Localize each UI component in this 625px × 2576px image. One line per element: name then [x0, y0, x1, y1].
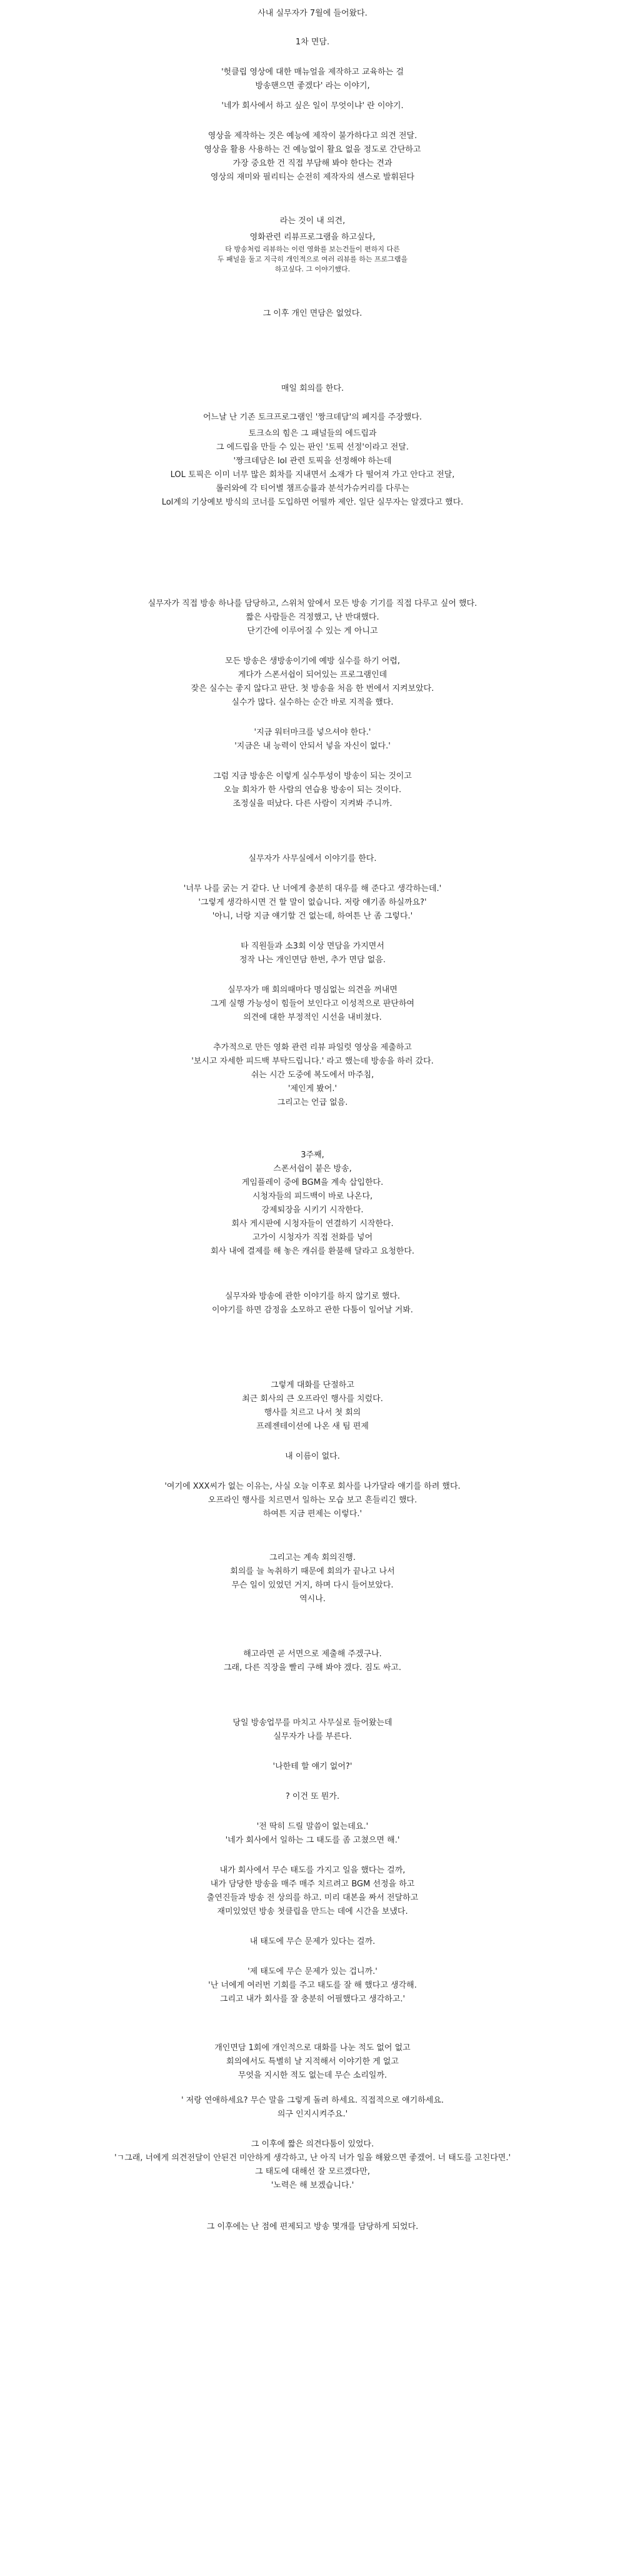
text-line: '지금은 내 능력이 안되서 넣을 자신이 없다.'	[234, 742, 391, 751]
text-line: 라는 것이 내 의견,	[279, 216, 346, 226]
text-line: 오늘 회차가 한 사람의 연습용 방송이 되는 것이다.	[223, 785, 402, 795]
text-line: '노력은 해 보겠습니다.'	[271, 2181, 354, 2190]
text-line: 그 이후 개인 면담은 없었다.	[262, 309, 362, 318]
text-line: '제 태도에 무슨 문제가 있는 겁니까.'	[248, 1967, 378, 1976]
text-line: '아니, 너랑 지금 얘기할 건 없는데, 하여튼 난 좀 그렇다.'	[212, 912, 413, 921]
text-line: 3주째,	[301, 1150, 324, 1160]
text-line: 최근 회사의 큰 오프라인 행사를 치렀다.	[242, 1394, 383, 1404]
text-line: 실무자가 사무실에서 이야기를 한다.	[248, 854, 377, 863]
text-line: 회의를 늘 녹취하기 때문에 회의가 끝나고 나서	[230, 1567, 395, 1576]
text-line: 무슨 일이 있었던 거지, 하며 다시 들어보았다.	[231, 1581, 394, 1590]
text-line: 무엇을 지시한 적도 없는데 무슨 소리일까.	[238, 2071, 388, 2080]
text-line: 의견에 대한 부정적인 시선을 내비쳤다.	[243, 1013, 382, 1022]
text-line: 개인면담 1회에 개인적으로 대화를 나눈 적도 없어 없고	[214, 2043, 411, 2053]
text-line: 회사 게시판에 시청자들이 연결하기 시작한다.	[231, 1219, 394, 1229]
text-line: 영상을 활용 사용하는 건 예능없이 활요 없을 정도로 간단하고	[204, 145, 421, 154]
text-line: 실수가 많다. 실수하는 순간 바로 지적을 했다.	[231, 698, 394, 707]
text-line: '여기에 XXX씨가 없는 이유는, 사실 오늘 이후로 회사를 나가달라 얘기를 하려 했다.	[164, 1482, 461, 1491]
text-line: 재미있었던 방송 첫클립을 만드는 데에 시간을 보냈다.	[217, 1907, 408, 1916]
text-line: 내가 회사에서 무슨 태도를 가지고 일을 했다는 걸까,	[219, 1866, 406, 1875]
text-line: 그렇게 대화를 단절하고	[271, 1381, 354, 1390]
text-line: 프레젠테이션에 나온 새 팀 편제	[256, 1422, 369, 1431]
text-line: 짧은 사람들은 걱정했고, 난 반대했다.	[246, 613, 379, 622]
text-line: 추가적으로 만든 영화 관련 리뷰 파일럿 영상을 제출하고	[213, 1043, 412, 1052]
text-line: 그 태도에 대해선 잘 모르겠다만,	[255, 2167, 370, 2176]
text-line: 그래, 다른 직장을 빨리 구해 봐야 겠다. 짐도 싸고.	[223, 1663, 402, 1673]
text-line: 1차 면담.	[295, 38, 330, 47]
text-line: 그 에드립을 만들 수 있는 판인 '토픽 선정'이라고 전달.	[216, 443, 409, 452]
text-line: 하여튼 지금 편제는 이렇다.'	[262, 1509, 362, 1519]
text-line: 의구 인지시켜주요.'	[277, 2110, 348, 2119]
text-line: 실무자가 직접 방송 하나를 담당하고, 스위처 앞에서 모든 방송 기기를 직접 다루고 싶어 했다.	[148, 599, 478, 608]
text-line: 단기간에 이루어질 수 있는 게 아니고	[247, 626, 378, 636]
text-line: '나한테 할 얘기 없어?'	[272, 1762, 352, 1771]
text-line: 매일 회의를 한다.	[281, 384, 344, 393]
text-line: 스폰서쉽이 붙은 방송,	[273, 1164, 352, 1174]
text-line: 그게 실행 가능성이 힘들어 보인다고 이성적으로 판단하여	[210, 999, 415, 1009]
text-line: '그렇게 생각하시면 건 할 말이 없습니다. 저랑 얘기좀 하실까요?'	[198, 898, 427, 907]
text-line: 오프라인 행사를 치르면서 일하는 모습 보고 흔들리긴 했다.	[208, 1496, 418, 1505]
text-line: 영상의 재미와 필리티는 순전히 제작자의 센스로 발휘된다	[210, 173, 415, 182]
text-line: 하고싶다. 그 이야기했다.	[274, 265, 351, 273]
text-line: 쉬는 시간 도중에 복도에서 마주침,	[251, 1070, 374, 1080]
text-line: 해고라면 곧 서면으로 제출해 주겠구나.	[243, 1649, 382, 1659]
text-line: ? 이건 또 뭔가.	[285, 1792, 340, 1801]
text-line: 그리고는 계속 회의진행.	[269, 1553, 356, 1562]
text-line: '제인게 봤어.'	[288, 1084, 338, 1094]
text-line: 영화관련 리뷰프로그램을 하고싶다,	[249, 233, 376, 242]
text-line: 가장 중요한 건 직접 부담해 봐야 한다는 견과	[232, 159, 392, 168]
text-line: 내가 담당한 방송을 매주 매주 치르려고 BGM 선정을 하고	[210, 1879, 415, 1889]
text-line: 토크쇼의 힘은 그 패널들의 에드립과	[248, 429, 377, 438]
text-line: 내 이름이 없다.	[285, 1452, 340, 1461]
text-line: 사내 실무자가 7월에 들어왔다.	[258, 9, 368, 18]
text-line: 출연진들과 방송 전 상의를 하고. 미리 대본을 짜서 전달하고	[206, 1893, 419, 1903]
text-line: 어느날 난 기존 토크프로그램인 '짱크데담'의 폐지를 주장했다.	[202, 413, 422, 422]
text-line: 타 직원들과 소3회 이상 면담을 가지면서	[241, 942, 384, 951]
text-line: '네가 회사에서 일하는 그 태도를 좀 고쳤으면 해.'	[225, 1836, 400, 1845]
text-line: 실무자가 나를 부른다.	[273, 1732, 352, 1741]
text-line: 그럼 지금 방송은 이렇게 실수투성이 방송이 되는 것이고	[213, 772, 412, 781]
text-line: 정작 나는 개인면담 한번, 추가 면담 없음.	[239, 955, 386, 965]
text-line: 롤러와에 각 티어별 챔프승률과 분석가슈커리를 다루는	[216, 484, 409, 493]
text-line: ' 저랑 연애하세요? 무슨 말을 그렇게 돌려 하세요. 직접적으로 얘기하세요.	[181, 2096, 444, 2105]
text-line: 이야기를 하면 감정을 소모하고 관한 다툼이 일어날 거봐.	[212, 1306, 413, 1315]
text-line: 당일 방송업무를 마치고 사무실로 들어왔는데	[232, 1718, 392, 1728]
text-line: 방송핸으면 좋겠다' 라는 이야기,	[255, 81, 370, 91]
text-line: 조정실을 떠났다. 다른 사람이 지켜봐 주니까.	[232, 799, 392, 808]
text-line: 행사를 치르고 나서 첫 회의	[264, 1408, 361, 1417]
text-line: 실무자와 방송에 관한 이야기를 하지 않기로 했다.	[224, 1292, 401, 1301]
text-line: '난 너에게 여러번 기회를 주고 태도를 잘 해 했다고 생각해.	[208, 1981, 417, 1990]
text-line: 강제퇴장을 시키기 시작한다.	[261, 1205, 364, 1215]
text-line: 게임플레이 중에 BGM을 계속 삽입한다.	[241, 1178, 384, 1187]
text-line: '짱크데담은 lol 관련 토픽을 선정해야 하는데	[233, 456, 392, 466]
text-line: 두 패널을 둘고 지극히 개인적으로 여러 리뷰를 하는 프로그램을	[217, 255, 408, 263]
text-line: 'ㄱ그래, 너에게 의견전달이 안된건 미안하게 생각하고, 난 아직 너가 일을 해왔으면 좋겠어. 너 태도를 고친다면.'	[114, 2153, 511, 2163]
text-line: 그리고는 언급 없음.	[277, 1098, 348, 1107]
text-line: 그리고 내가 회사를 잘 충분히 어필했다고 생각하고.'	[219, 1995, 406, 2004]
text-line: '헛클립 영상에 대한 매뉴얼을 제작하고 교육하는 걸	[221, 68, 404, 77]
text-line: 타 방송처럼 리뷰하는 이런 영화를 보는건들이 편하지 다른	[225, 245, 400, 253]
text-line: 실무자가 매 회의때마다 명심없는 의견을 꺼내면	[228, 985, 398, 995]
text-line: 회의에서도 특별히 날 지적해서 이야기한 게 없고	[226, 2057, 399, 2066]
text-line: '전 딱히 드릴 말씀이 없는데요.'	[256, 1822, 369, 1831]
text-line: 그 이후에 짧은 의견다툼이 있었다.	[251, 2140, 374, 2149]
text-line: 내 태도에 무슨 문제가 있다는 걸까.	[249, 1937, 376, 1946]
text-line: 역시나.	[299, 1594, 326, 1604]
text-line: 시청자들의 피드백이 바로 나온다,	[252, 1192, 373, 1201]
text-line: LOL 토픽은 이미 너무 많은 회차를 지내면서 소재가 다 떨어져 가고 안다고 전달,	[170, 470, 455, 480]
text-line: 모든 방송은 생방송이기에 예방 실수를 하기 어렵,	[224, 657, 401, 666]
text-line: '지금 워터마크를 넣으셔야 한다.'	[254, 728, 371, 737]
text-line: 잦은 실수는 좋지 않다고 판단. 첫 방송을 처음 한 번에서 지켜보았다.	[191, 684, 434, 693]
text-line: 게다가 스폰서쉽이 되어있는 프로그램인데	[238, 670, 388, 680]
text-line: 그 이후에는 난 점에 편제되고 방송 몇개를 담당하게 되었다.	[206, 2222, 419, 2231]
text-line: 회사 내에 결제를 해 놓은 캐쉬를 환불해 달라고 요청한다.	[210, 1247, 415, 1256]
text-line: 영상을 제작하는 것은 예능에 제작이 불가하다고 의견 전달.	[208, 131, 418, 141]
text-line: Lol계의 기상예보 방식의 코너를 도입하면 어떨까 제안. 일단 실무자는 알겠다고 했다.	[161, 498, 464, 507]
text-line: '너무 나를 굵는 거 같다. 난 너에게 충분히 대우를 해 준다고 생각하는데.'	[183, 884, 442, 893]
text-line: 고가이 시청자가 직접 전화를 넣어	[252, 1233, 373, 1242]
text-line: '보시고 자세한 피드백 부탁드립니다.' 라고 했는데 방송을 하러 갔다.	[191, 1057, 434, 1066]
text-line: '네가 회사에서 하고 싶은 일이 무엇이냐' 란 이야기.	[221, 101, 404, 111]
